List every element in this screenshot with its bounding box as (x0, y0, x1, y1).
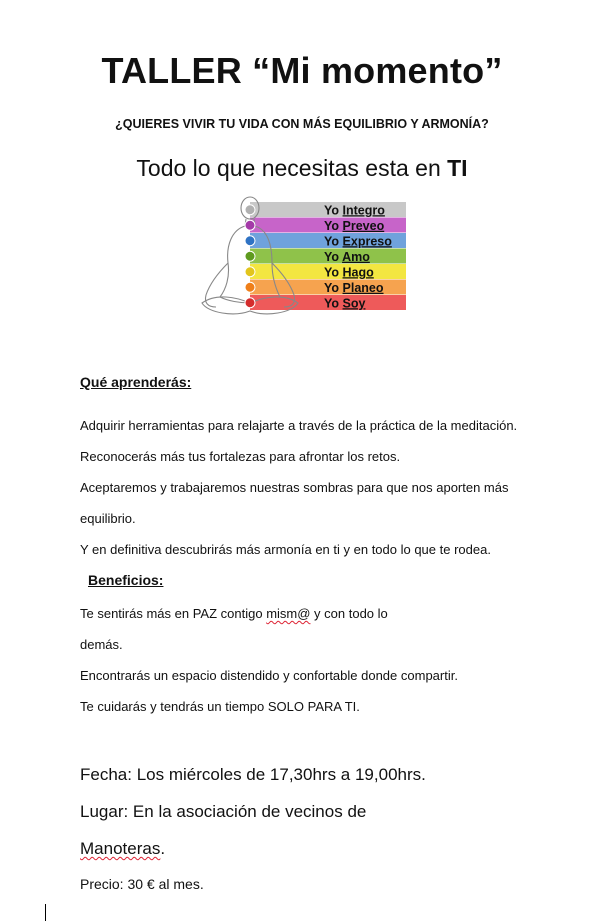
chakra-dot-icon (245, 236, 255, 246)
chakra-label: Yo Soy (324, 296, 366, 311)
spellcheck-word: mism@ (266, 606, 311, 621)
benefit-line-1 (80, 606, 388, 622)
chakra-dot-icon (245, 282, 255, 292)
chakra-dot-icon (245, 251, 255, 261)
benefits-heading: Beneficios: (88, 572, 164, 588)
chakra-label: Yo Integro (324, 203, 385, 218)
benefit-line-4: Te cuidarás y tendrás un tiempo SOLO PARA TI. (80, 699, 360, 714)
learn-heading: Qué aprenderás: (80, 374, 192, 390)
chakra-label: Yo Expreso (324, 234, 392, 249)
benefit-line-1-pre: Te sentirás más en PAZ contigo (80, 606, 267, 621)
learn-line-3: Aceptaremos y trabajaremos nuestras sombras para que nos aporten más (80, 480, 509, 495)
tagline-bold: TI (447, 155, 468, 181)
chakra-label: Yo Preveo (324, 218, 385, 233)
subtitle-question: ¿QUIERES VIVIR TU VIDA CON MÁS EQUILIBRIO Y ARMONÍA? (115, 117, 489, 131)
info-precio: Precio: 30 € al mes. (80, 876, 204, 892)
learn-line-4: equilibrio. (80, 511, 136, 526)
chakra-dot-icon (245, 298, 255, 308)
benefit-line-2: demás. (80, 637, 123, 652)
learn-line-5: Y en definitiva descubrirás más armonía en ti y en todo lo que te rodea. (80, 542, 491, 557)
chakra-dot-icon (245, 220, 255, 230)
learn-line-2: Reconocerás más tus fortalezas para afrontar los retos. (80, 449, 401, 464)
spellcheck-word-manoteras: Manoteras (80, 839, 161, 858)
info-lugar-2-post: . (160, 839, 166, 858)
chakra-dot-icon (245, 205, 255, 215)
benefit-line-1-post: y con todo lo (310, 606, 388, 621)
learn-line-1: Adquirir herramientas para relajarte a través de la práctica de la meditación. (80, 418, 518, 433)
chakra-label: Yo Planeo (324, 280, 384, 295)
benefit-line-3: Encontrarás un espacio distendido y confortable donde compartir. (80, 668, 458, 683)
chakra-label: Yo Hago (324, 265, 374, 280)
info-lugar: Lugar: En la asociación de vecinos de (80, 802, 367, 821)
info-lugar-2 (80, 839, 165, 859)
chakra-figure-image (196, 185, 410, 325)
tagline-text: Todo lo que necesitas esta en (136, 155, 448, 181)
page-title: TALLER “Mi momento” (101, 50, 503, 91)
info-fecha: Fecha: Los miércoles de 17,30hrs a 19,00hrs. (80, 765, 426, 784)
text-cursor[interactable] (45, 904, 46, 921)
chakra-label: Yo Amo (324, 249, 370, 264)
tagline (0, 155, 604, 182)
chakra-dot-icon (245, 267, 255, 277)
